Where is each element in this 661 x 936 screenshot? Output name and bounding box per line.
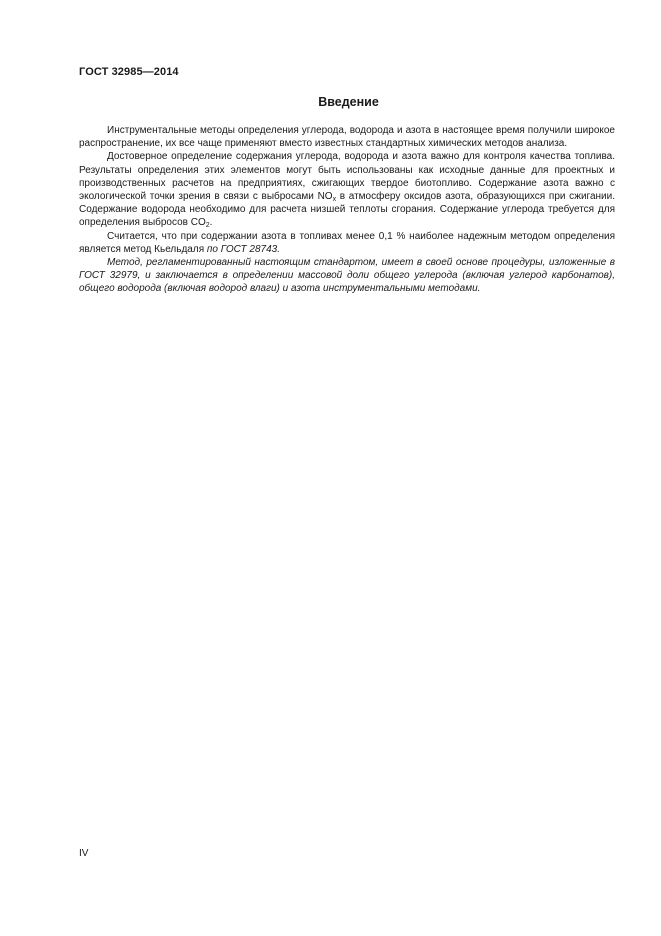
co2-subscript: 2 (205, 222, 210, 230)
paragraph-3-text: Считается, что при содержании азота в топливах менее 0,1 % наиболее надежным методом определения является метод Кьельдаля (79, 230, 615, 255)
page-number: IV (79, 848, 89, 859)
document-code-header: ГОСТ 32985—2014 (79, 66, 179, 78)
introduction-body (79, 124, 615, 296)
paragraph-2-text-a: Достоверное определение содержания углерода, водорода и азота важно для контроля качества топлива. Результаты определения этих элементов могут быть использованы как исходные данные для проектных и производственных расчетов на предприятиях, сжигающих твердое биотопливо. Содержание азота важно с экологической точки зрения в связи с выбросами NO (79, 151, 615, 203)
paragraph-2-text-b: в атмосферу оксидов азота, образующихся при сжигании. Содержание водорода необходимо для расчета низшей теплоты сгорания. Содержание углерода требуется для определения выбросов CO (79, 191, 616, 229)
paragraph-4: Метод, регламентированный настоящим стандартом, имеет в своей основе процедуры, изложенные в ГОСТ 32979, и заключается в определении массовой доли общего углерода (включая углерод карбонатов), общего водорода (включая водород влаги) и азота инструментальными методами. (79, 257, 615, 295)
paragraph-2 (79, 150, 615, 229)
section-title: Введение (318, 95, 379, 109)
paragraph-3-reference: по ГОСТ 28743. (206, 243, 280, 255)
paragraph-3 (79, 230, 615, 256)
paragraph-2-text-c: . (209, 217, 213, 229)
nox-subscript: x (332, 196, 337, 204)
paragraph-1: Инструментальные методы определения углерода, водорода и азота в настоящее время получили широкое распространение, их все чаще применяют вместо известных стандартных химических методов анализа. (79, 125, 615, 150)
